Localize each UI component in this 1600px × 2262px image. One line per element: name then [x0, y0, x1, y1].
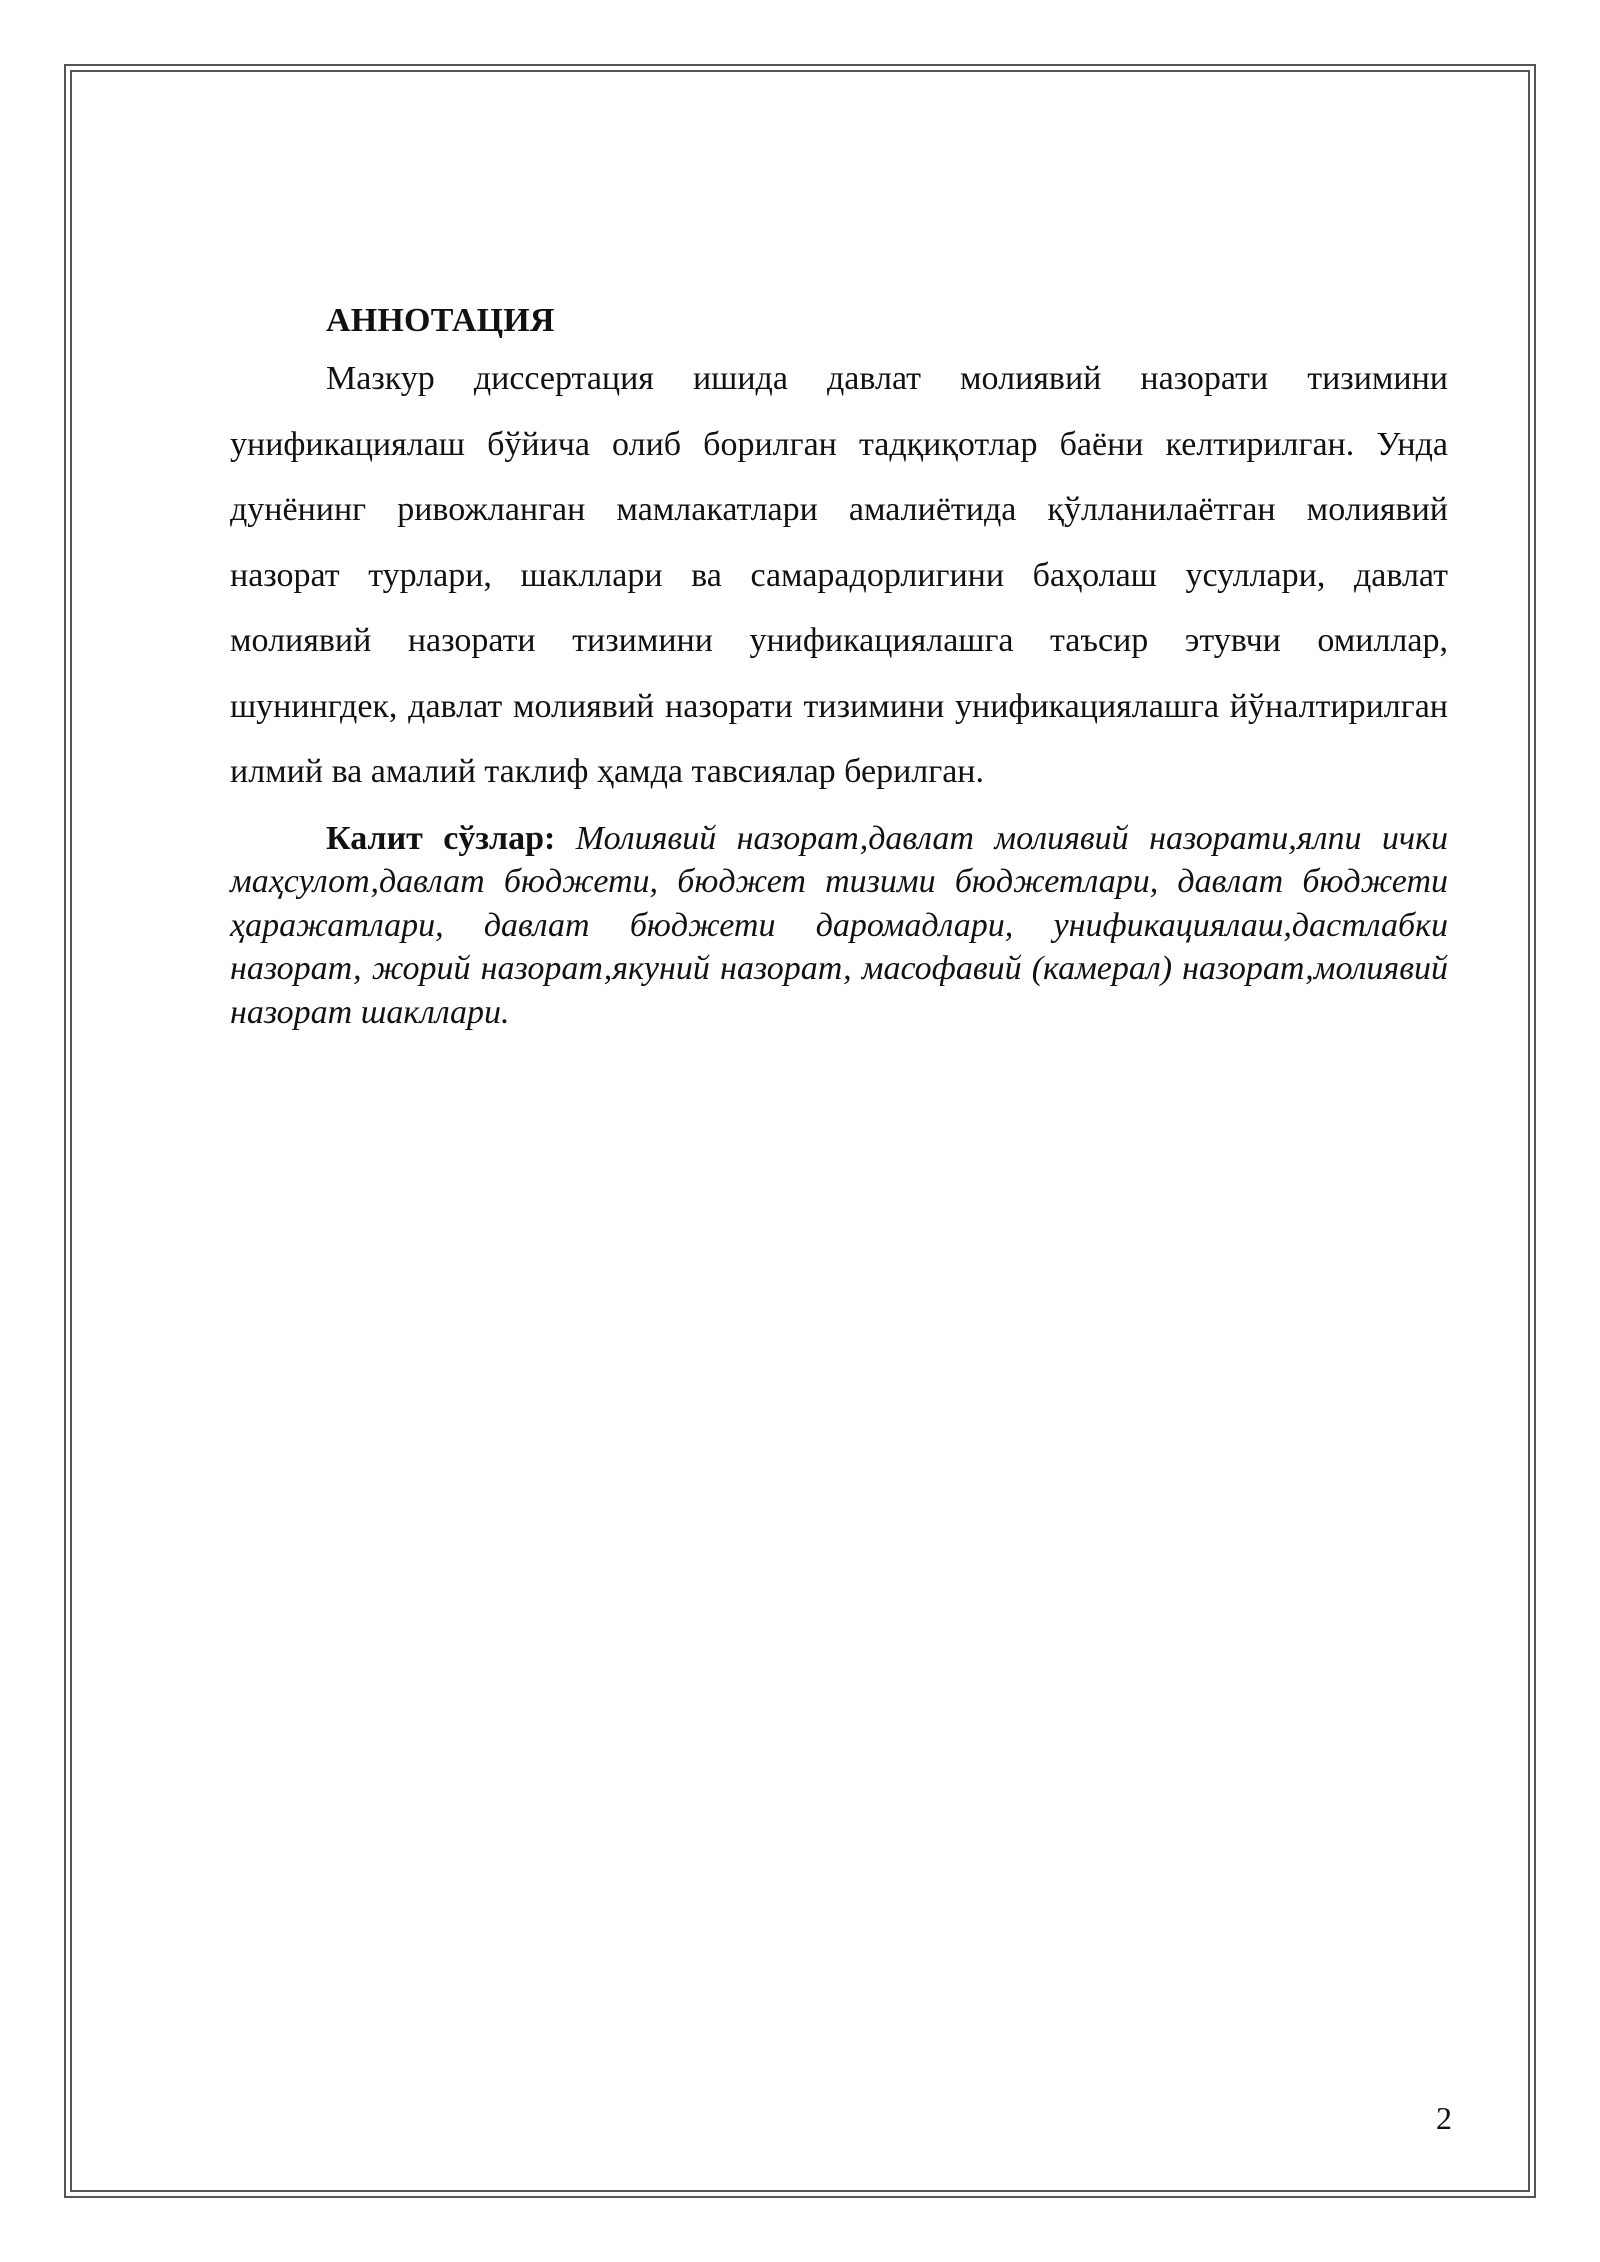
keywords-text: Молиявий назорат,давлат молиявий назорати,ялпи ички маҳсулот,давлат бюджети, бюджет тизими бюджетлари, давлат бюджети ҳаражатлари, давлат бюджети даромадлари, унификациялаш,дастлабки назорат, жорий назорат,якуний назорат, масофавий (камерал) назорат,молиявий назорат шакллари.: [230, 819, 1448, 1031]
keywords-paragraph: [230, 817, 1448, 1035]
page-content: [230, 296, 1448, 1034]
keywords-label: Калит сўзлар:: [326, 819, 556, 857]
page-number: 2: [1436, 2100, 1452, 2136]
annotation-title: АННОТАЦИЯ: [326, 302, 555, 339]
abstract-paragraph: Мазкур диссертация ишида давлат молиявий назорати тизимини унификациялаш бўйича олиб борилган тадқиқотлар баёни келтирилган. Унда дунёнинг ривожланган мамлакатлари амалиётида қўлланилаётган молиявий назорат турлари, шакллари ва самарадорлигини баҳолаш усуллари, давлат молиявий назорати тизимини унификациялашга таъсир этувчи омиллар, шунингдек, давлат молиявий назорати тизимини унификациялашга йўналтирилган илмий ва амалий таклиф ҳамда тавсиялар берилган.: [230, 360, 1448, 790]
